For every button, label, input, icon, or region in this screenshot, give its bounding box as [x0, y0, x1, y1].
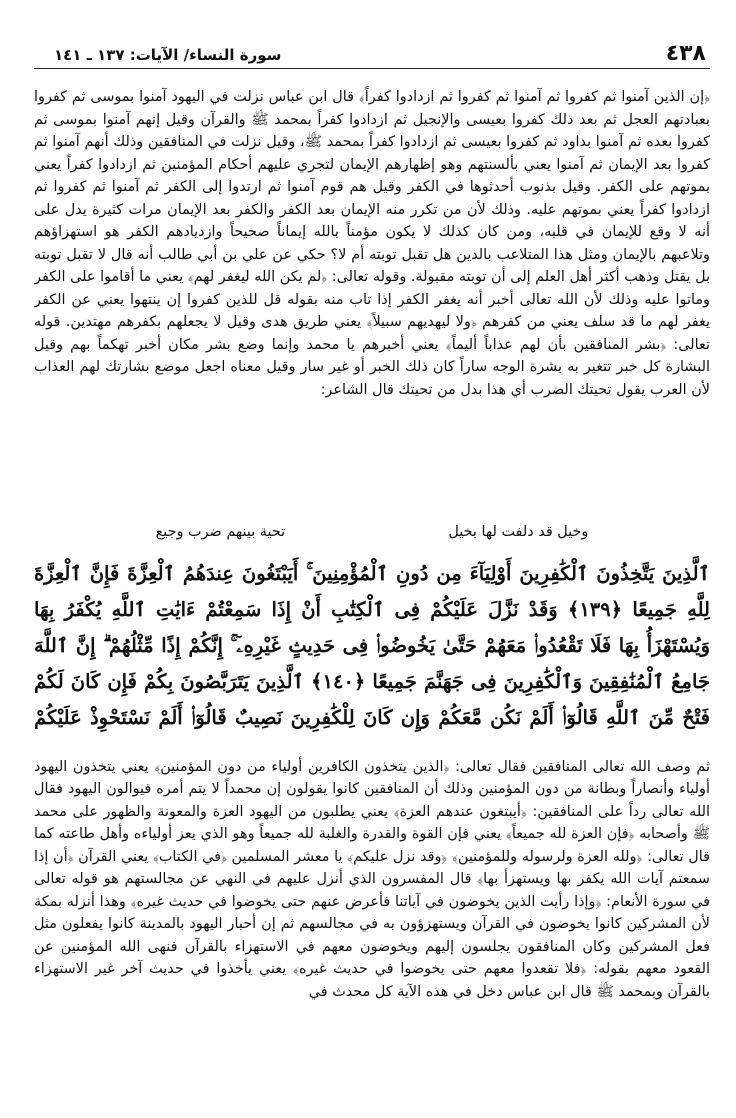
tafsir-paragraph-1: ﴿إن الذين آمنوا ثم كفروا ثم آمنوا ثم كفروا ثم ازدادوا كفراً﴾ قال ابن عباس نزلت في اليهود آمنوا بموسى ثم كفروا بعبادتهم العجل ثم بعد ذلك كفروا بعيسى والإنجيل ثم ازدادوا كفراً بمحمد ﷺ والقرآن وقيل إنهم آمنوا بموسى ثم كفروا بعده ثم آمنوا بداود ثم كفروا بعيسى ثم ازدادوا كفراً بمحمد ﷺ، وقيل نزلت في المنافقين وذلك أنهم آمنوا ثم كفروا بعد الإيمان ثم آمنوا يعني بألسنتهم وهو إظهارهم الإيمان لتجري عليهم أحكام المؤمنين ثم ازدادوا كفراً يعني بموتهم على الكفر. وقيل بذنوب أحدثوها في الكفر وقيل هم قوم آمنوا ثم ارتدوا إلى الكفر ثم آمنوا ثم كفروا ثم ازدادوا كفراً يعني بموتهم عليه. وذلك لأن من تكرر منه الإيمان بعد الكفر والكفر بعد الإيمان مرات كثيرة يدل على أنه لا وقع للإيمان في قلبه، ومن كان كذلك لا يكون مؤمناً بالله إيماناً صحيحاً وازديادهم الكفر هو استهزاؤهم وتلاعبهم بالإيمان ومثل هذا المتلاعب بالدين هل تقبل توبته أم لا؟ حكي عن علي بن أبي طالب أنه قال لا تقبل توبته بل يقتل وذهب أكثر أهل العلم إلى أن توبته مقبولة. وقوله تعالى: ﴿لم يكن الله ليغفر لهم﴾ يعني ما أقاموا على الكفر وماتوا عليه وذلك لأن الله تعالى أخبر أنه يغفر الكفر إذا تاب منه بقوله قل للذين كفروا إن ينتهوا يعني عن الكفر يغفر لهم ما قد سلف يعني من كفرهم ﴿ولا ليهديهم سبيلاً﴾ يعني طريق هدى وقيل لا يجعلهم بكفرهم مهتدين. قوله تعالى: ﴿بشر المنافقين بأن لهم عذاباً أليماً﴾ يعني أخبرهم يا محمد وإنما وضع بشر مكان أخبر تهكماً بهم وقيل البشارة كل خبر تتغير به بشرة الوجه ساراً كان ذلك الخبر أو غير سار وقيل معناه اجعل موضع بشارتك لهم العذاب لأن العرب يقول تحيتك الضرب أي هذا بدل من تحيتك قال الشاعر: [34, 89, 710, 398]
poetry-verse [74, 520, 670, 544]
header-divider [34, 68, 710, 69]
book-page [34, 40, 710, 1080]
poem-first-hemistich: وخيل قد دلفت لها بخيل [448, 524, 589, 540]
page-number: ٤٣٨ [665, 41, 706, 66]
surah-verses-title: سورة النساء/ الآيات: ١٣٧ ـ ١٤١ [54, 46, 282, 64]
tafsir-paragraph-2: ثم وصف الله تعالى المنافقين فقال تعالى: ﴿الذين يتخذون الكافرين أولياء من دون المؤمنين﴾ يعني يتخذون اليهود أولياء وأنصاراً وبطانة من دون المؤمنين وذلك أن المنافقين كانوا يقولون إن محمداً لا يتم أمره فيوالون اليهود فقال الله تعالى رداً على المنافقين: ﴿أيبتغون عندهم العزة﴾ يعني يطلبون من اليهود العزة والمعونة والظهور على محمد ﷺ وأصحابه ﴿فإن العزة لله جميعاً﴾ يعني فإن القوة والقدرة والغلبة لله جميعاً وهو الذي يعز أولياءه وأهل طاعته كما قال تعالى: ﴿ولله العزة ولرسوله وللمؤمنين﴾ ﴿وقد نزل عليكم﴾ يا معشر المسلمين ﴿في الكتاب﴾ يعني القرآن ﴿أن إذا سمعتم آيات الله يكفر بها ويستهزأ بها﴾ قال المفسرون الذي أنزل عليهم في النهي عن مجالستهم هو قوله تعالى في سورة الأنعام: ﴿وإذا رأيت الذين يخوضون في آياتنا فأعرض عنهم حتى يخوضوا في حديث غيره﴾ وهذا أنزله بمكة لأن المشركين كانوا يخوضون في القرآن ويستهزؤون به في مجالسهم ثم إن أحبار اليهود بالمدينة كانوا يفعلون مثل فعل المشركين وكان المنافقون يجلسون إليهم ويخوضون معهم في الاستهزاء بالقرآن فنهى الله المؤمنين عن القعود معهم بقوله: ﴿فلا تقعدوا معهم حتى يخوضوا في حديث غيره﴾ يعني يأخذوا في حديث آخر غير الاستهزاء بالقرآن وبمحمد ﷺ قال ابن عباس دخل في هذه الآية كل محدث في [34, 758, 710, 1000]
quran-verses-block: ٱلَّذِينَ يَتَّخِذُونَ ٱلْكَٰفِرِينَ أَوْلِيَآءَ مِن دُونِ ٱلْمُؤْمِنِينَ ۚ أَيَبْتَغُونَ عِندَهُمُ ٱلْعِزَّةَ فَإِنَّ ٱلْعِزَّةَ لِلَّهِ جَمِيعًا ﴿١٣٩﴾ وَقَدْ نَزَّلَ عَلَيْكُمْ فِى ٱلْكِتَٰبِ أَنْ إِذَا سَمِعْتُمْ ءَايَٰتِ ٱللَّهِ يُكْفَرُ بِهَا وَيُسْتَهْزَأُ بِهَا فَلَا تَقْعُدُوا۟ مَعَهُمْ حَتَّىٰ يَخُوضُوا۟ فِى حَدِيثٍ غَيْرِهِۦٓ ۚ إِنَّكُمْ إِذًا مِّثْلُهُمْ ۗ إِنَّ ٱللَّهَ جَامِعُ ٱلْمُنَٰفِقِينَ وَٱلْكَٰفِرِينَ فِى جَهَنَّمَ جَمِيعًا ﴿١٤٠﴾ ٱلَّذِينَ يَتَرَبَّصُونَ بِكُمْ فَإِن كَانَ لَكُمْ فَتْحٌ مِّنَ ٱللَّهِ قَالُوٓا۟ أَلَمْ نَكُن مَّعَكُمْ وَإِن كَانَ لِلْكَٰفِرِينَ نَصِيبٌ قَالُوٓا۟ أَلَمْ نَسْتَحْوِذْ عَلَيْكُمْ [34, 562, 710, 729]
poem-second-hemistich: تحية بينهم ضرب وجيع [155, 524, 286, 540]
page-header [34, 40, 710, 68]
